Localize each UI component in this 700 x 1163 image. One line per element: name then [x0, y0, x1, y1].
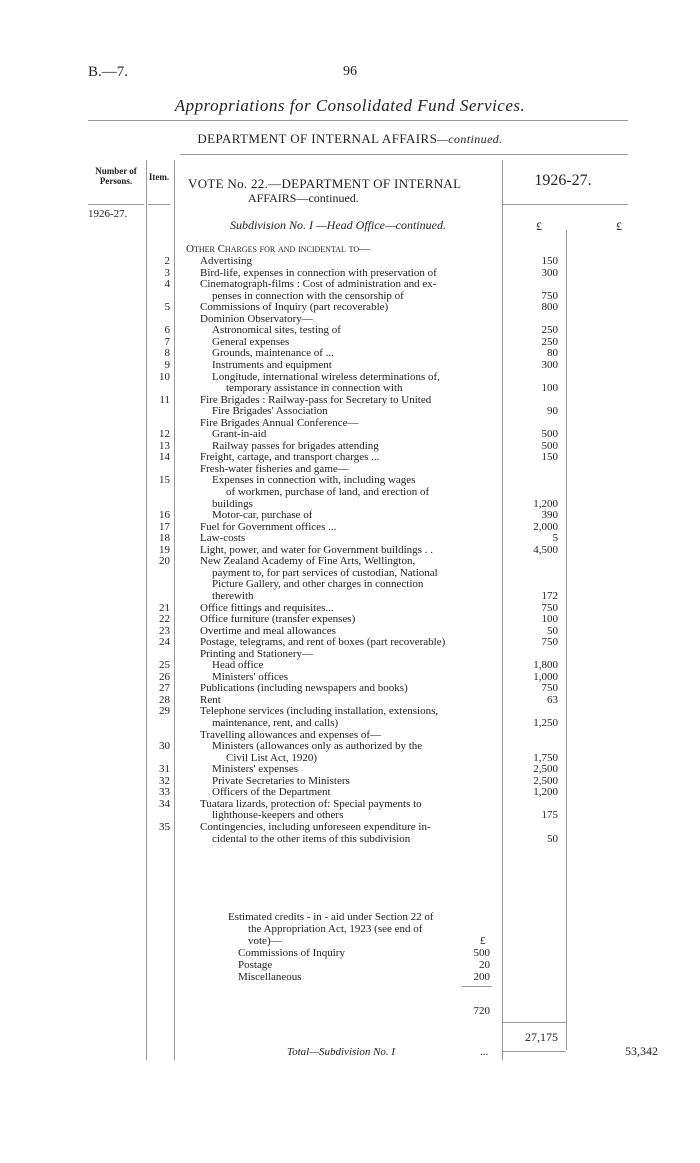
item-description: Officers of the Department: [212, 787, 331, 799]
item-amount: 1,800: [533, 659, 558, 672]
item-number: 23: [159, 624, 170, 637]
estimated-item-amount: 500: [473, 947, 490, 959]
estimated-credits-line1: Estimated credits - in - aid under Section 22 of: [228, 911, 434, 923]
item-number: 21: [159, 601, 170, 614]
table-row: [0, 683, 700, 694]
item-description: Office fittings and requisites...: [200, 602, 334, 614]
item-description: Telephone services (including installation, extensions,: [200, 706, 439, 718]
pound-column-2: £: [616, 219, 622, 233]
item-number: 25: [159, 659, 170, 672]
item-number: 24: [159, 636, 170, 649]
table-row: [0, 822, 700, 833]
estimated-pound: £: [480, 935, 486, 947]
estimated-item-amount: 20: [479, 959, 490, 971]
item-number: 15: [159, 474, 170, 487]
item-amount: 1,200: [533, 786, 558, 799]
table-row: [0, 487, 700, 498]
table-row: [0, 753, 700, 764]
item-amount: 150: [541, 255, 558, 267]
item-number: 3: [164, 266, 170, 279]
item-number: 35: [159, 820, 170, 833]
item-description: cidental to the other items of this subdivision: [212, 833, 411, 845]
pound-column-1: £: [536, 219, 542, 233]
estimated-item-desc: Commissions of Inquiry: [238, 947, 345, 959]
item-amount: 63: [547, 693, 558, 706]
table-row: [0, 603, 700, 614]
item-number: 2: [164, 255, 170, 267]
item-amount: 2,500: [533, 774, 558, 787]
item-number: 26: [159, 670, 170, 683]
item-amount: 1,250: [533, 717, 558, 729]
item-amount: 100: [541, 613, 558, 626]
table-row: [0, 649, 700, 660]
item-number: 9: [164, 358, 170, 371]
table-row: [0, 429, 700, 440]
dept-rule: [180, 154, 628, 155]
total-label: Total—Subdivision No. I: [287, 1046, 396, 1058]
table-row: [0, 441, 700, 452]
table-row: [0, 591, 700, 602]
item-description: Cinematograph-films : Cost of administration and ex-: [200, 279, 437, 291]
item-description: Ministers (allowances only as authorized by the: [212, 741, 423, 753]
year-header-rule: [502, 204, 628, 205]
item-header: Item.: [148, 172, 170, 182]
item-amount: 150: [541, 451, 558, 464]
item-number: 8: [164, 347, 170, 360]
table-row: [0, 695, 700, 706]
document-reference: B.—7.: [88, 64, 129, 80]
table-row: [0, 614, 700, 625]
item-number: 31: [159, 763, 170, 776]
item-description: General expenses: [212, 336, 290, 348]
table-row: [0, 279, 700, 290]
table-row: [0, 452, 700, 463]
item-description: Travelling allowances and expenses of—: [200, 729, 382, 741]
item-amount: 2,000: [533, 520, 558, 533]
estimated-item-desc: Postage: [238, 959, 273, 971]
item-description: penses in connection with the censorship of: [212, 290, 404, 302]
item-description: Tuatara lizards, protection of: Special payments to: [200, 798, 422, 810]
item-description: payment to, for part services of custodian, National: [212, 567, 438, 579]
table-row: [0, 418, 700, 429]
item-description: Overtime and meal allowances: [200, 625, 336, 637]
estimated-credits-line3: vote)—: [248, 935, 282, 947]
table-row: [0, 741, 700, 752]
table-row: [0, 626, 700, 637]
section-heading: Other Charges for and incidental to—: [186, 243, 371, 255]
item-number: 33: [159, 786, 170, 799]
item-amount: 300: [541, 358, 558, 371]
vote-title-continued: AFFAIRS—continued.: [248, 191, 359, 205]
item-number: 7: [164, 335, 170, 348]
item-description: buildings: [212, 498, 253, 510]
table-row: [0, 787, 700, 798]
table-row: [0, 395, 700, 406]
item-description: Postage, telegrams, and rent of boxes (part recoverable): [200, 637, 446, 649]
item-description: Dominion Observatory—: [200, 313, 313, 325]
department-name: DEPARTMENT OF INTERNAL AFFAIRS: [197, 131, 438, 146]
table-row: [0, 337, 700, 348]
item-number: 14: [159, 451, 170, 464]
table-row: [0, 475, 700, 486]
table-row: [0, 718, 700, 729]
table-row: [0, 834, 700, 845]
table-row: [0, 522, 700, 533]
estimated-total: 720: [473, 1005, 490, 1017]
table-row: [0, 637, 700, 648]
item-description: Commissions of Inquiry (part recoverable): [200, 302, 389, 314]
item-amount: 4,500: [533, 543, 558, 556]
number-header-rule: [88, 204, 144, 205]
table-row: [0, 510, 700, 521]
item-description: Instruments and equipment: [212, 359, 332, 371]
item-description: Light, power, and water for Government buildings . .: [200, 544, 433, 556]
item-amount: 2,500: [533, 763, 558, 776]
item-amount: 1,750: [533, 751, 558, 764]
subtotal-under-rule: [502, 1051, 566, 1052]
item-description: Rent: [200, 694, 221, 706]
table-row: [0, 730, 700, 741]
item-number: 17: [159, 520, 170, 533]
table-row: [0, 533, 700, 544]
item-description: Printing and Stationery—: [200, 648, 314, 660]
page-title: Appropriations for Consolidated Fund Services.: [174, 96, 526, 115]
item-description: Civil List Act, 1920): [226, 752, 318, 764]
item-description: therewith: [212, 590, 254, 602]
table-row: [0, 325, 700, 336]
table-row: [0, 314, 700, 325]
item-description: Office furniture (transfer expenses): [200, 614, 356, 626]
table-row: [0, 268, 700, 279]
item-number: 18: [159, 532, 170, 545]
item-description: Fire Brigades Annual Conference—: [200, 417, 359, 429]
item-description: Contingencies, including unforeseen expenditure in-: [200, 821, 431, 833]
item-number: 27: [159, 682, 170, 695]
item-amount: 5: [552, 532, 558, 545]
table-row: [0, 291, 700, 302]
number-of-persons-header: Number of Persons.: [95, 166, 137, 186]
item-description: Ministers' expenses: [212, 764, 298, 776]
table-row: [0, 764, 700, 775]
item-number: 32: [159, 774, 170, 787]
item-header-rule: [148, 204, 170, 205]
item-number: 5: [164, 301, 170, 314]
item-description: Astronomical sites, testing of: [212, 325, 341, 337]
table-row: [0, 302, 700, 313]
table-row: [0, 406, 700, 417]
item-description: of workmen, purchase of land, and erection of: [226, 487, 430, 498]
item-description: Grounds, maintenance of ...: [212, 348, 334, 360]
item-number: 4: [164, 278, 170, 291]
estimated-item-desc: Miscellaneous: [238, 971, 302, 983]
item-amount: 1,000: [533, 670, 558, 683]
item-number: 29: [159, 705, 170, 718]
page-number: 96: [343, 64, 357, 79]
item-description: Railway passes for brigades attending: [212, 440, 379, 452]
item-number: 11: [159, 393, 170, 406]
item-number: 22: [159, 613, 170, 626]
table-row: [0, 348, 700, 359]
table-row: [0, 556, 700, 567]
table-row: [0, 776, 700, 787]
item-amount: 750: [541, 682, 558, 695]
item-number: 6: [164, 324, 170, 337]
subtotal-amount: 27,175: [525, 1030, 558, 1044]
item-description: Publications (including newspapers and books): [200, 683, 408, 695]
item-description: Law-costs: [200, 533, 246, 545]
table-row: [0, 383, 700, 394]
item-number: 34: [159, 797, 170, 810]
total-dots: ...: [480, 1046, 489, 1058]
item-description: Head office: [212, 660, 264, 672]
item-number: 28: [159, 693, 170, 706]
item-description: Fire Brigades' Association: [212, 406, 328, 418]
item-description: Fire Brigades : Railway-pass for Secretary to United: [200, 394, 432, 406]
item-description: Private Secretaries to Ministers: [212, 775, 350, 787]
table-row: [0, 256, 700, 267]
table-row: [0, 499, 700, 510]
item-amount: 50: [547, 832, 558, 845]
item-number: 16: [159, 509, 170, 522]
year-header: 1926-27.: [534, 172, 592, 189]
item-amount: 1,200: [533, 497, 558, 510]
item-amount: 750: [541, 636, 558, 649]
subdivision-heading: Subdivision No. I —Head Office—continued.: [230, 218, 446, 232]
item-amount: 80: [547, 347, 558, 360]
item-amount: 300: [541, 266, 558, 279]
item-amount: 100: [541, 382, 558, 395]
table-row: [0, 360, 700, 371]
table-row: [0, 464, 700, 475]
item-amount: 175: [541, 809, 558, 822]
table-row: [0, 568, 700, 579]
item-description: Picture Gallery, and other charges in connection: [212, 579, 424, 591]
item-description: Grant-in-aid: [212, 429, 267, 441]
item-description: Bird-life, expenses in connection with preservation of: [200, 267, 437, 279]
item-description: Fresh-water fisheries and game—: [200, 463, 349, 475]
item-number: 30: [159, 740, 170, 753]
subtotal-rule: [502, 1022, 566, 1023]
item-description: temporary assistance in connection with: [226, 383, 403, 395]
item-description: Advertising: [200, 256, 252, 267]
item-amount: 750: [541, 601, 558, 614]
table-row: [0, 660, 700, 671]
item-amount: 750: [541, 289, 558, 302]
estimated-total-rule: [462, 986, 492, 987]
item-amount: 500: [541, 428, 558, 441]
estimated-item-amount: 200: [473, 971, 490, 983]
item-amount: 90: [547, 405, 558, 418]
table-row: [0, 799, 700, 810]
item-description: Freight, cartage, and transport charges ...: [200, 452, 380, 464]
department-heading: [0, 131, 700, 147]
item-description: Longitude, international wireless determinations of,: [212, 371, 440, 383]
item-amount: 800: [541, 301, 558, 314]
item-number: 19: [159, 543, 170, 556]
vote-title: VOTE No. 22.—DEPARTMENT OF INTERNAL: [188, 176, 462, 191]
department-suffix: —continued.: [437, 132, 503, 146]
table-row: [0, 706, 700, 717]
table-row: [0, 372, 700, 383]
item-amount: 500: [541, 439, 558, 452]
table-row: [0, 672, 700, 683]
item-amount: 250: [541, 324, 558, 337]
title-rule: [88, 120, 628, 121]
item-number: 20: [159, 555, 170, 568]
item-amount: 50: [547, 624, 558, 637]
item-number: 13: [159, 439, 170, 452]
table-row: [0, 579, 700, 590]
item-description: lighthouse-keepers and others: [212, 810, 344, 822]
item-description: New Zealand Academy of Fine Arts, Wellington,: [200, 556, 416, 568]
table-row: [0, 545, 700, 556]
item-number: 12: [159, 428, 170, 441]
item-amount: 250: [541, 335, 558, 348]
estimated-credits-line2: the Appropriation Act, 1923 (see end of: [248, 923, 423, 935]
item-description: Fuel for Government offices ...: [200, 521, 337, 533]
item-number: 10: [159, 370, 170, 383]
item-amount: 172: [541, 589, 558, 602]
item-description: Motor-car, purchase of: [212, 510, 313, 522]
item-description: Ministers' offices: [212, 671, 289, 683]
number-year-label: 1926-27.: [88, 208, 128, 220]
item-amount: 390: [541, 509, 558, 522]
table-row: [0, 810, 700, 821]
grand-total: 53,342: [625, 1044, 658, 1058]
item-description: Expenses in connection with, including wages: [212, 475, 416, 487]
item-description: maintenance, rent, and calls): [212, 718, 339, 729]
